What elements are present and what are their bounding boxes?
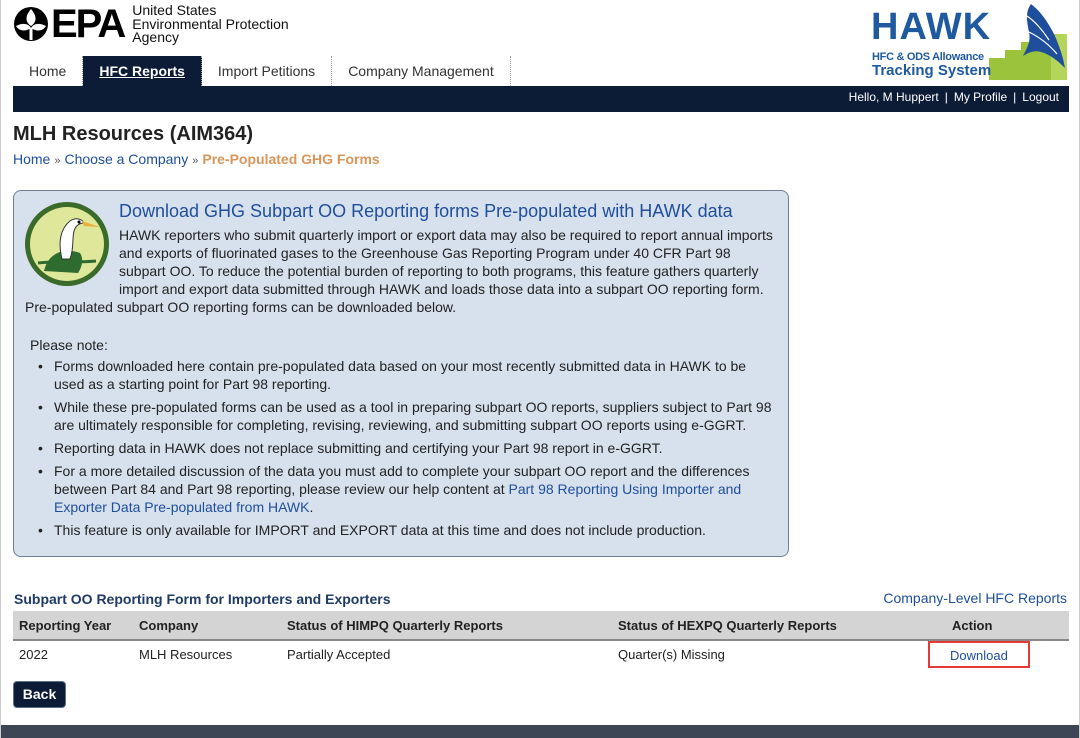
hawk-subtitle: HFC & ODS Allowance: [872, 51, 984, 63]
note-label: Please note:: [30, 337, 108, 353]
agency-line: Environmental Protection: [132, 15, 289, 32]
agency-line: United States: [132, 2, 217, 18]
cell-action: [946, 640, 1069, 668]
hawk-title: HAWK: [871, 6, 992, 48]
note-item: • This feature is only available for IMPORT and EXPORT data at this time and does not include production.: [30, 521, 775, 539]
download-link[interactable]: Download: [950, 648, 1008, 663]
cell-hexpq-status: Quarter(s) Missing: [618, 647, 725, 662]
info-paragraph: [25, 226, 781, 316]
cell-year: 2022: [19, 647, 48, 662]
hawk-subtitle-2: Tracking System: [872, 62, 992, 79]
breadcrumb-separator: »: [192, 155, 199, 167]
separator: |: [1013, 90, 1017, 104]
note-item: • Reporting data in HAWK does not replace submitting and certifying your Part 98 report in e-GGRT.: [30, 439, 775, 457]
epa-flower-icon: [13, 6, 49, 42]
tab-hfc-reports[interactable]: HFC Reports: [83, 56, 202, 86]
info-line: import and export data submitted through HAWK and loads those data into a subpart OO reporting form.: [119, 281, 764, 297]
tab-import-petitions[interactable]: Import Petitions: [202, 56, 332, 86]
breadcrumb-separator: »: [54, 155, 61, 167]
breadcrumb-current: Pre-Populated GHG Forms: [202, 151, 380, 167]
separator: |: [944, 90, 948, 104]
note-text: .: [309, 499, 314, 515]
table-header-row: [13, 611, 1069, 640]
breadcrumb-choose-company[interactable]: Choose a Company: [64, 151, 189, 167]
back-button[interactable]: Back: [13, 681, 66, 708]
reports-table: [13, 611, 1069, 668]
page-title: MLH Resources (AIM364): [13, 123, 254, 145]
col-hexpq-status: Status of HEXPQ Quarterly Reports: [612, 611, 946, 640]
main-tabs: [13, 56, 511, 86]
nav-bar: [13, 86, 1069, 112]
cell-himpq-status: Partially Accepted: [287, 647, 391, 662]
info-line: HAWK reporters who submit quarterly import or export data may also be required to report annual imports: [119, 227, 773, 243]
download-highlight: [928, 641, 1030, 668]
agency-line: Agency: [132, 29, 179, 45]
table-row: [13, 640, 1069, 668]
header: [1, 0, 1079, 86]
tab-company-management[interactable]: Company Management: [332, 56, 511, 86]
agency-name: [132, 4, 288, 45]
info-panel: [13, 190, 789, 557]
info-line: subpart OO. To reduce the potential burden of reporting to both programs, this feature gathers quarterly: [119, 263, 759, 279]
col-action: Action: [946, 611, 1069, 640]
cell-company: MLH Resources: [139, 647, 233, 662]
col-himpq-status: Status of HIMPQ Quarterly Reports: [281, 611, 612, 640]
col-company: Company: [133, 611, 281, 640]
section-title: Subpart OO Reporting Form for Importers and Exporters: [14, 591, 391, 607]
note-item-with-link: [30, 462, 775, 516]
tab-home[interactable]: Home: [13, 56, 83, 86]
footer-bar: [1, 725, 1079, 738]
epa-logo[interactable]: [13, 4, 289, 45]
user-links: [849, 90, 1059, 104]
note-text: For a more detailed discussion of the data you must add to complete your subpart OO report and the differences between Part 84 and Part 98 reporting, please review our help content at: [54, 463, 750, 497]
logout-link[interactable]: Logout: [1022, 90, 1059, 104]
breadcrumb-home[interactable]: Home: [13, 151, 51, 167]
epa-wordmark: EPA: [51, 2, 125, 47]
col-reporting-year: Reporting Year: [13, 611, 133, 640]
info-line: and exports of fluorinated gases to the Greenhouse Gas Reporting Program under 40 CFR Part 98: [119, 245, 731, 261]
part98-help-link[interactable]: Part 98 Reporting Using Importer and Exporter Data Pre-populated from HAWK: [54, 481, 742, 515]
hawk-logo[interactable]: [871, 2, 1067, 82]
user-greeting[interactable]: Hello, M Huppert: [848, 90, 939, 104]
note-item: • While these pre-populated forms can be used as a tool in preparing subpart OO reports, suppliers subject to Part 98 are ultimately responsible for completing, revising, reviewing, and submitting subpart OO reports using e-GGRT.: [30, 398, 775, 434]
notes-list: [30, 357, 775, 544]
note-item: • Forms downloaded here contain pre-populated data based on your most recently submitted data in HAWK to be used as a starting point for Part 98 reporting.: [30, 357, 775, 393]
my-profile-link[interactable]: My Profile: [953, 90, 1008, 104]
info-line: Pre-populated subpart OO reporting forms can be downloaded below.: [25, 299, 457, 315]
company-level-reports-link[interactable]: Company-Level HFC Reports: [883, 590, 1067, 606]
info-heading: Download GHG Subpart OO Reporting forms Pre-populated with HAWK data: [119, 201, 733, 221]
breadcrumb: [13, 151, 380, 167]
